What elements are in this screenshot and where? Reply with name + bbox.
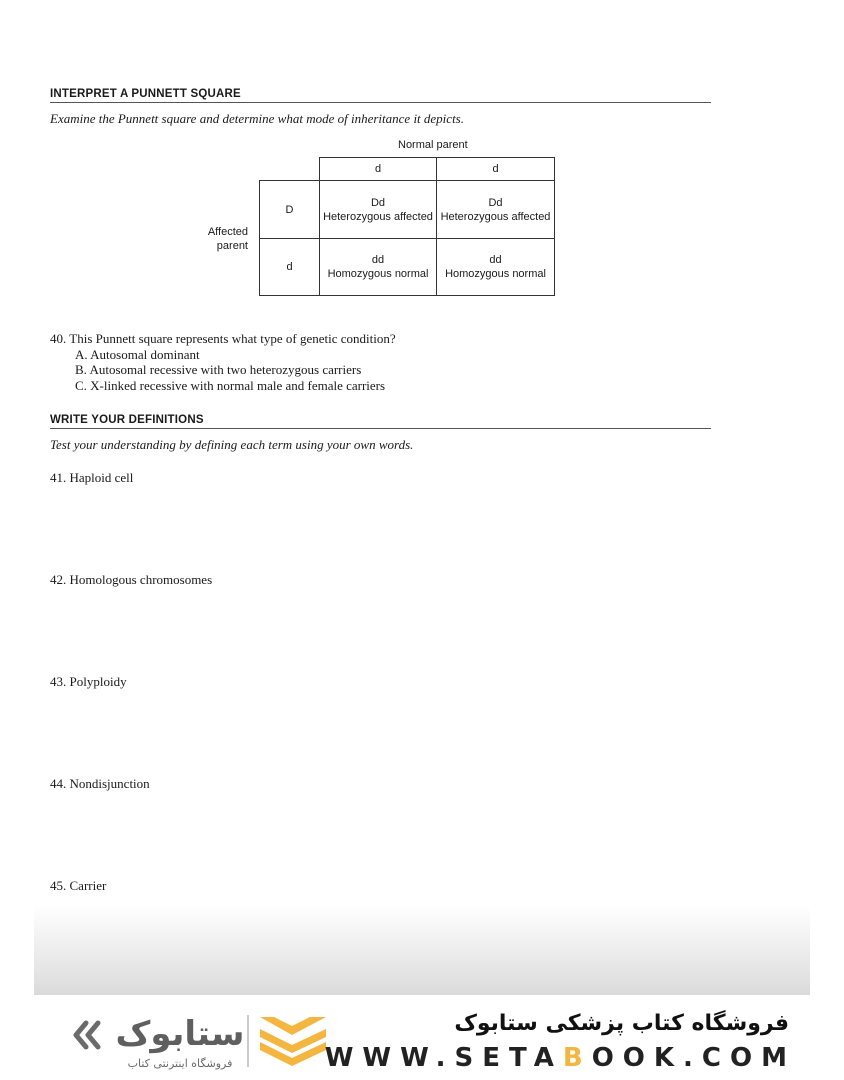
punnett-col-header-1: d xyxy=(319,157,437,181)
logo-book-stack-icon xyxy=(260,1017,326,1066)
term-43: 43. Polyploidy xyxy=(50,674,127,689)
term-44: 44. Nondisjunction xyxy=(50,776,150,791)
cell-genotype: dd xyxy=(371,254,385,266)
section-heading-definitions: WRITE YOUR DEFINITIONS xyxy=(50,413,711,429)
affected-parent-line1: Affected xyxy=(207,226,248,238)
footer-banner xyxy=(0,995,844,1080)
question-options xyxy=(75,347,396,394)
punnett-cell-r2c1 xyxy=(319,238,437,296)
affected-parent-label xyxy=(200,225,248,253)
option-c: C. X-linked recessive with normal male and female carriers xyxy=(75,377,386,393)
cell-phenotype: Heterozygous affected xyxy=(323,210,433,223)
question-40 xyxy=(50,331,396,393)
section-instructions-punnett: Examine the Punnett square and determine what mode of inheritance it depicts. xyxy=(50,111,464,126)
punnett-row-header-1: D xyxy=(259,180,320,239)
section-instructions-definitions: Test your understanding by defining each term using your own words. xyxy=(50,437,414,452)
punnett-col-header-2: d xyxy=(436,157,555,181)
website-prefix: WWW.SETA xyxy=(324,1043,563,1073)
logo-wordmark: ستابوک xyxy=(115,1014,245,1054)
question-stem: 40. This Punnett square represents what type of genetic condition? xyxy=(50,331,396,346)
page-bottom-shadow xyxy=(34,905,810,995)
setabook-logo xyxy=(70,1009,340,1073)
logo-graphic xyxy=(70,1009,340,1073)
term-42: 42. Homologous chromosomes xyxy=(50,572,213,587)
website-url xyxy=(325,1043,796,1073)
cell-phenotype: Homozygous normal xyxy=(327,268,429,280)
option-a: A. Autosomal dominant xyxy=(75,346,200,362)
store-title: فروشگاه کتاب پزشکی ستابوک xyxy=(454,1011,789,1036)
website-suffix: OOK.COM xyxy=(591,1043,796,1073)
punnett-cell-r1c1 xyxy=(319,180,437,239)
term-41: 41. Haploid cell xyxy=(50,470,134,485)
term-45: 45. Carrier xyxy=(50,878,107,893)
logo-chevrons-icon xyxy=(76,1023,98,1047)
normal-parent-label: Normal parent xyxy=(398,139,468,151)
section-heading-punnett: INTERPRET A PUNNETT SQUARE xyxy=(50,87,711,103)
option-b: B. Autosomal recessive with two heterozygous carriers xyxy=(75,362,362,377)
punnett-cell-r2c2 xyxy=(436,238,555,296)
cell-genotype: Dd xyxy=(370,196,386,209)
cell-genotype: dd xyxy=(489,254,502,266)
cell-phenotype: Heterozygous affected xyxy=(440,210,551,223)
affected-parent-line2: parent xyxy=(216,240,248,252)
punnett-row-header-2: d xyxy=(259,238,320,296)
website-accent: B xyxy=(562,1043,592,1073)
cell-phenotype: Homozygous normal xyxy=(445,268,546,280)
cell-genotype: Dd xyxy=(488,196,503,209)
logo-subtext: فروشگاه اینترنتی کتاب xyxy=(127,1057,233,1070)
punnett-cell-r1c2 xyxy=(436,180,555,239)
